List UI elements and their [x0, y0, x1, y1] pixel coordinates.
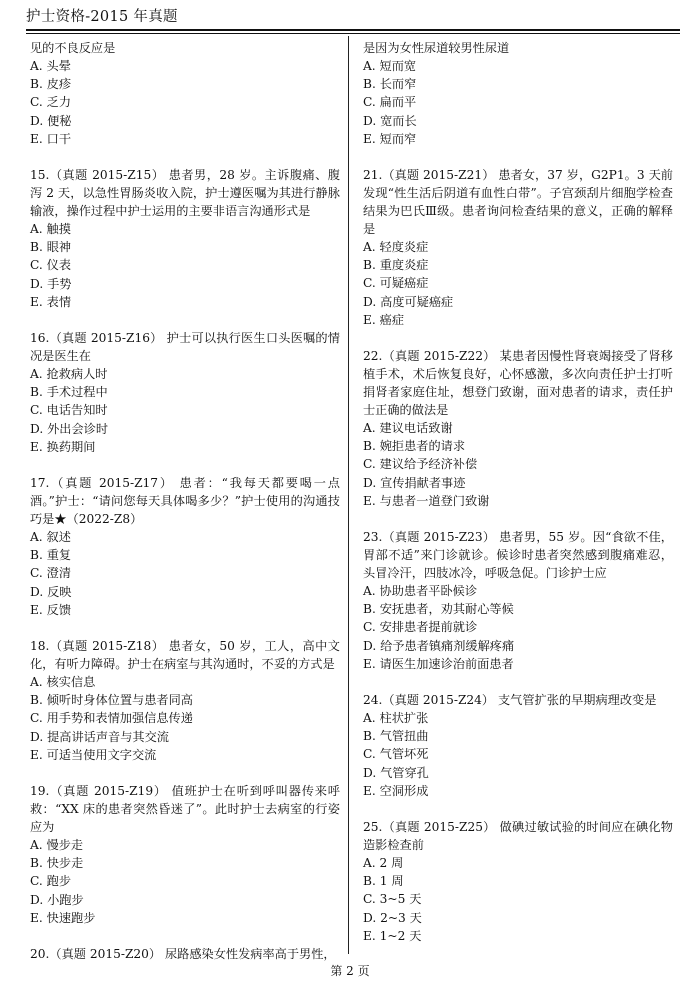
question-stem: 24.（真题 2015-Z24） 支气管扩张的早期病理改变是 — [363, 693, 657, 708]
question-stem: 15.（真题 2015-Z15） 患者男，28 岁。主诉腹痛、腹泻 2 天，以急性胃肠炎收入院，护士遵医嘱为其进行静脉输液，操作过程中护士运用的主要非语言沟通形式是 — [30, 168, 340, 219]
spacer — [30, 619, 340, 637]
option-c: C. 仪表 — [30, 258, 72, 273]
option-b: B. 婉拒患者的请求 — [363, 439, 466, 454]
question-23 — [363, 528, 673, 673]
option-a: A. 协助患者平卧候诊 — [363, 584, 478, 599]
question-20-continued — [363, 39, 673, 148]
spacer — [363, 148, 673, 166]
option-a: A. 叙述 — [30, 530, 71, 545]
option-a: A. 头晕 — [30, 59, 71, 73]
option-d: D. 小跑步 — [30, 892, 84, 907]
option-e: E. 可适当使用文字交流 — [30, 747, 157, 762]
option-a: A. 短而宽 — [363, 59, 417, 73]
option-d: D. 手势 — [30, 276, 72, 291]
option-d: D. 2~3 天 — [363, 910, 422, 925]
option-d: D. 高度可疑癌症 — [363, 294, 454, 309]
spacer — [363, 329, 673, 347]
question-22 — [363, 347, 673, 510]
option-a: A. 2 周 — [363, 856, 404, 871]
question-24 — [363, 691, 673, 800]
option-c: C. 安排患者提前就诊 — [363, 620, 478, 635]
option-e: E. 反馈 — [30, 602, 72, 617]
question-stem: 22.（真题 2015-Z22） 某患者因慢性肾衰竭接受了肾移植手术，术后恢复良好，心怀感激，多次向责任护士打听捐肾者家庭住址，想登门致谢，面对患者的请求，责任护士正确的做法是 — [363, 349, 673, 418]
question-stem: 见的不良反应是 — [30, 41, 116, 55]
option-c: C. 扁而平 — [363, 95, 417, 110]
spacer — [30, 764, 340, 782]
question-18 — [30, 637, 340, 764]
question-20 — [30, 945, 340, 963]
option-a: A. 核实信息 — [30, 675, 96, 690]
question-17 — [30, 474, 340, 619]
spacer — [30, 456, 340, 474]
page-number: 第 2 页 — [330, 964, 370, 978]
option-b: B. 手术过程中 — [30, 385, 108, 400]
question-stem: 19.（真题 2015-Z19） 值班护士在听到呼叫器传来呼救：“XX 床的患者突然昏迷了”。此时护士去病室的行姿应为 — [30, 784, 340, 835]
option-a: A. 慢步走 — [30, 838, 84, 853]
option-c: C. 用手势和表情加强信息传递 — [30, 711, 193, 726]
option-d: D. 给予患者镇痛剂缓解疼痛 — [363, 638, 515, 653]
option-e: E. 短而窄 — [363, 131, 417, 146]
option-e: E. 癌症 — [363, 312, 405, 327]
right-column — [363, 39, 673, 945]
option-b: B. 重复 — [30, 548, 72, 563]
option-d: D. 反映 — [30, 584, 72, 599]
option-d: D. 宽而长 — [363, 113, 417, 128]
spacer — [363, 800, 673, 818]
option-b: B. 快步走 — [30, 856, 84, 871]
question-16 — [30, 329, 340, 456]
option-b: B. 安抚患者，劝其耐心等候 — [363, 602, 514, 617]
option-b: B. 倾听时身体位置与患者同高 — [30, 693, 193, 708]
option-c: C. 可疑癌症 — [363, 276, 429, 291]
option-b: B. 长而窄 — [363, 77, 417, 92]
option-e: E. 快速跑步 — [30, 910, 96, 925]
option-e: E. 1~2 天 — [363, 928, 422, 943]
question-stem: 16.（真题 2015-Z16） 护士可以执行医生口头医嘱的情况是医生在 — [30, 331, 340, 364]
option-b: B. 眼神 — [30, 240, 72, 255]
option-a: A. 建议电话致谢 — [363, 421, 453, 436]
option-d: D. 气管穿孔 — [363, 765, 429, 780]
question-stem: 20.（真题 2015-Z20） 尿路感染女性发病率高于男性， — [30, 947, 336, 962]
option-b: B. 气管扭曲 — [363, 729, 429, 744]
spacer — [30, 311, 340, 329]
option-d: D. 提高讲话声音与其交流 — [30, 729, 169, 744]
option-d: D. 宣传捐献者事迹 — [363, 475, 466, 490]
question-stem: 18.（真题 2015-Z18） 患者女，50 岁，工人，高中文化，有听力障碍。护士在病室与其沟通时，不妥的方式是 — [30, 639, 340, 672]
option-b: B. 皮疹 — [30, 77, 72, 92]
question-15 — [30, 166, 340, 311]
option-b: B. 1 周 — [363, 874, 404, 889]
option-c: C. 跑步 — [30, 874, 72, 889]
option-e: E. 换药期间 — [30, 439, 96, 454]
spacer — [30, 927, 340, 945]
option-e: E. 与患者一道登门致谢 — [363, 493, 490, 508]
header-rule-thick — [26, 29, 680, 31]
question-19 — [30, 782, 340, 927]
column-divider — [348, 36, 349, 954]
question-continued — [30, 39, 340, 148]
page-header-title: 护士资格-2015 年真题 — [26, 9, 178, 25]
option-d: D. 外出会诊时 — [30, 421, 109, 436]
option-b: B. 重度炎症 — [363, 258, 429, 273]
option-c: C. 3~5 天 — [363, 892, 422, 907]
option-d: D. 便秘 — [30, 113, 72, 128]
spacer — [363, 510, 673, 528]
option-a: A. 轻度炎症 — [363, 240, 429, 255]
option-a: A. 触摸 — [30, 222, 71, 237]
question-stem: 21.（真题 2015-Z21） 患者女，37 岁，G2P1。3 天前发现“性生活后阴道有血性白带”。子宫颈刮片细胞学检查结果为巴氏Ⅲ级。患者询问检查结果的意义，正确的解释是 — [363, 168, 673, 237]
question-stem: 25.（真题 2015-Z25） 做碘过敏试验的时间应在碘化物造影检查前 — [363, 820, 673, 853]
option-a: A. 抢救病人时 — [30, 367, 108, 382]
option-e: E. 口干 — [30, 131, 72, 146]
question-21 — [363, 166, 673, 329]
header-rule-thin — [26, 33, 680, 34]
option-e: E. 空洞形成 — [363, 783, 429, 798]
option-c: C. 气管坏死 — [363, 747, 429, 762]
left-column — [30, 39, 340, 963]
option-c: C. 乏力 — [30, 95, 72, 110]
option-a: A. 柱状扩张 — [363, 711, 429, 726]
spacer — [30, 148, 340, 166]
question-stem: 是因为女性尿道较男性尿道 — [363, 41, 510, 55]
question-stem: 17.（真题 2015-Z17） 患者：“我每天都要喝一点酒。”护士：“请问您每天具体喝多少？”护士使用的沟通技巧是★（2022-Z8） — [30, 476, 340, 527]
option-c: C. 电话告知时 — [30, 403, 108, 418]
option-c: C. 建议给予经济补偿 — [363, 457, 478, 472]
spacer — [363, 673, 673, 691]
option-e: E. 表情 — [30, 294, 72, 309]
option-e: E. 请医生加速诊治前面患者 — [363, 656, 514, 671]
option-c: C. 澄清 — [30, 566, 72, 581]
question-stem: 23.（真题 2015-Z23） 患者男，55 岁。因“食欲不佳，胃部不适”来门诊就诊。候诊时患者突然感到腹痛难忍，头冒冷汗，四肢冰冷，呼吸急促。门诊护士应 — [363, 530, 673, 581]
question-25 — [363, 818, 673, 945]
